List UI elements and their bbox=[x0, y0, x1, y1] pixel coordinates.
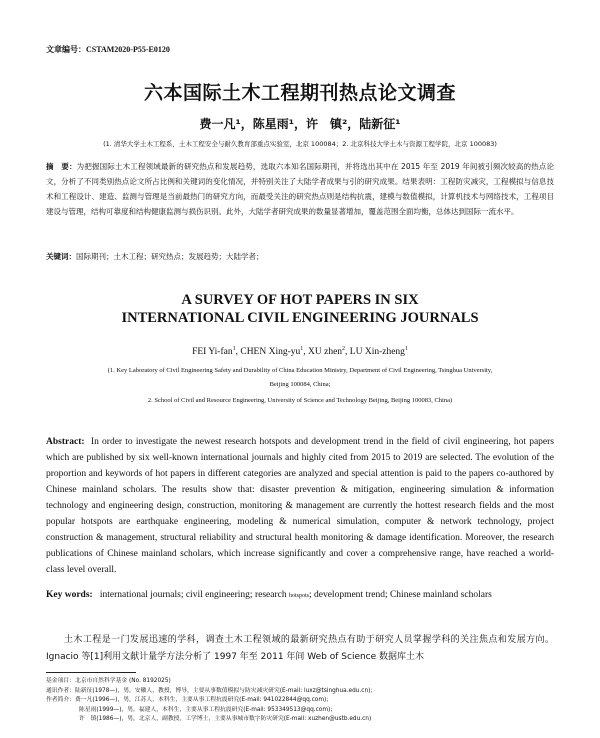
english-keywords bbox=[46, 587, 554, 604]
chinese-title: 六本国际土木工程期刊热点论文调查 bbox=[143, 82, 456, 104]
english-keywords-small: hotspots bbox=[288, 593, 309, 599]
footnote-author-bio: 陈星雨(1999—)，男，福建人，本科生，主要从事工程抗震研究(E-mail: 953349513@qq.com)； bbox=[79, 706, 337, 713]
author-name: CHEN Xing-yu bbox=[240, 347, 301, 358]
english-keywords-text-b: ; development trend; Chinese mainland scholars bbox=[308, 590, 492, 600]
chinese-abstract-text: 为把握国际土木工程领域最新的研究热点和发展趋势，选取六本知名国际期刊，并将选出其中在 2015 年至 2019 年间被引频次较高的热点论文，分析了不同类别热点论文所占比例和关键词的变化情况，并特别关注了大陆学者成果与引的研究成果。结果表明：工程防灾减灾，工程模拟与信息技术和工程设计、建造、监测与管理是当前最热门的研究方向，而最受关注的研究热点则是结构抗震，建模与数值模拟，计算机技术与网络技术，工程项目建设与管理，结构可靠度和结构健康监测与损伤识别。此外，大陆学者研究成果的数量显著增加，覆盖范围全面均衡，总体达到国际一流水平。 bbox=[46, 162, 554, 216]
author-affil-mark: 1 bbox=[232, 346, 236, 352]
author-affil-mark: 1 bbox=[300, 346, 304, 352]
footnote-divider bbox=[46, 672, 136, 673]
footnote-author-bio: 作者简介：费一凡(1996—)，男，江苏人，本科生，主要从事工程抗震研究(E-mail: 941022844@qq.com)； bbox=[46, 697, 333, 703]
chinese-affiliations: (1. 清华大学土木工程系，土木工程安全与耐久教育部重点实验室，北京 100084；2. 北京科技大学土木与资源工程学院，北京 100083) bbox=[103, 140, 497, 148]
chinese-authors: 费一凡¹，陈星雨¹，许 镇²，陆新征¹ bbox=[199, 117, 401, 131]
author-affil-mark: 1 bbox=[404, 346, 408, 352]
chinese-keywords-text: 国际期刊；土木工程；研究热点；发展趋势；大陆学者； bbox=[76, 252, 264, 261]
footnote-author-bio: 许 镇(1986—)，男，北京人，副教授，工学博士，主要从事城市数字防灾研究(E-mail: xuzhen@ustb.edu.cn) bbox=[79, 716, 372, 722]
english-abstract bbox=[46, 434, 554, 578]
chinese-body-paragraph: 土木工程是一门发展迅速的学科，调查土木工程领域的最新研究热点有助于研究人员掌握学科的关注焦点和发展方向。Ignacio 等[1]利用文献计量学方法分析了 1997 年至 2011 年间 Web of Science 数据库土木 bbox=[46, 635, 554, 662]
footnotes bbox=[46, 677, 554, 725]
author-name: LU Xin-zheng bbox=[349, 347, 405, 358]
english-affiliation-1: (1. Key Laboratory of Civil Engineering Safety and Durability of China Education Ministry, Department of Civil Engineering, Tsinghua University, bbox=[107, 367, 493, 374]
english-affiliation-1-city: Beijing 100084, China; bbox=[269, 381, 331, 388]
author-name: FEI Yi-fan bbox=[192, 347, 233, 358]
chinese-abstract bbox=[46, 159, 554, 219]
english-title: A SURVEY OF HOT PAPERS IN SIX INTERNATIONAL CIVIL ENGINEERING JOURNALS bbox=[121, 292, 479, 326]
english-affiliation-2: 2. School of Civil and Resource Engineering, University of Science and Technology Beijing, Beijing 100083, China) bbox=[147, 397, 453, 404]
chinese-abstract-label: 摘 要： bbox=[46, 162, 77, 171]
english-abstract-text: In order to investigate the newest research hotspots and development trend in the field of civil engineering, hot papers which are published by six well-known international journals and highly cited from 2015 to 2019 are selected. The evolution of the proportion and keywords of hot papers in different categories are analyzed and special attention is paid to the papers co-authored by Chinese mainland scholars. The results show that: disaster prevention & mitigation, engineering simulation & information technology and engineering design, construction, monitoring & management are currently the hottest research fields and the most popular hotspots are earthquake engineering, modeling & numerical simulation, computer & network technology, project construction & management, structural reliability and structural health monitoring & damage identification. Moreover, the research publications of Chinese mainland scholars, which increase significantly and cover a comprehensive range, have reached a world-class level overall. bbox=[46, 437, 554, 575]
footnote-funding: 基金项目：北京市自然科学基金 (No. 8192025) bbox=[46, 678, 171, 684]
chinese-keywords bbox=[46, 251, 554, 262]
english-keywords-text-a: international journals; civil engineering; research bbox=[99, 590, 287, 600]
author-affil-mark: 2 bbox=[342, 346, 346, 352]
author-name: XU zhen bbox=[308, 347, 343, 358]
english-keywords-label: Key words: bbox=[46, 590, 93, 600]
footnote-corresponding: 通讯作者：陆新征(1978—)，男，安徽人，教授，博导，主要从事数值模拟与防灾减灾研究(E-mail: luxz@tsinghua.edu.cn)； bbox=[46, 687, 377, 694]
english-abstract-label: Abstract: bbox=[46, 437, 85, 447]
article-number: 文章编号：CSTAM2020-P55-E0120 bbox=[46, 45, 170, 54]
english-authors: FEI Yi-fan$^1$, CHEN Xing-$yu^1$, XU zhen$^2$, LU Xin-zheng$^1$ bbox=[192, 346, 408, 358]
chinese-keywords-label: 关键词： bbox=[46, 252, 76, 261]
